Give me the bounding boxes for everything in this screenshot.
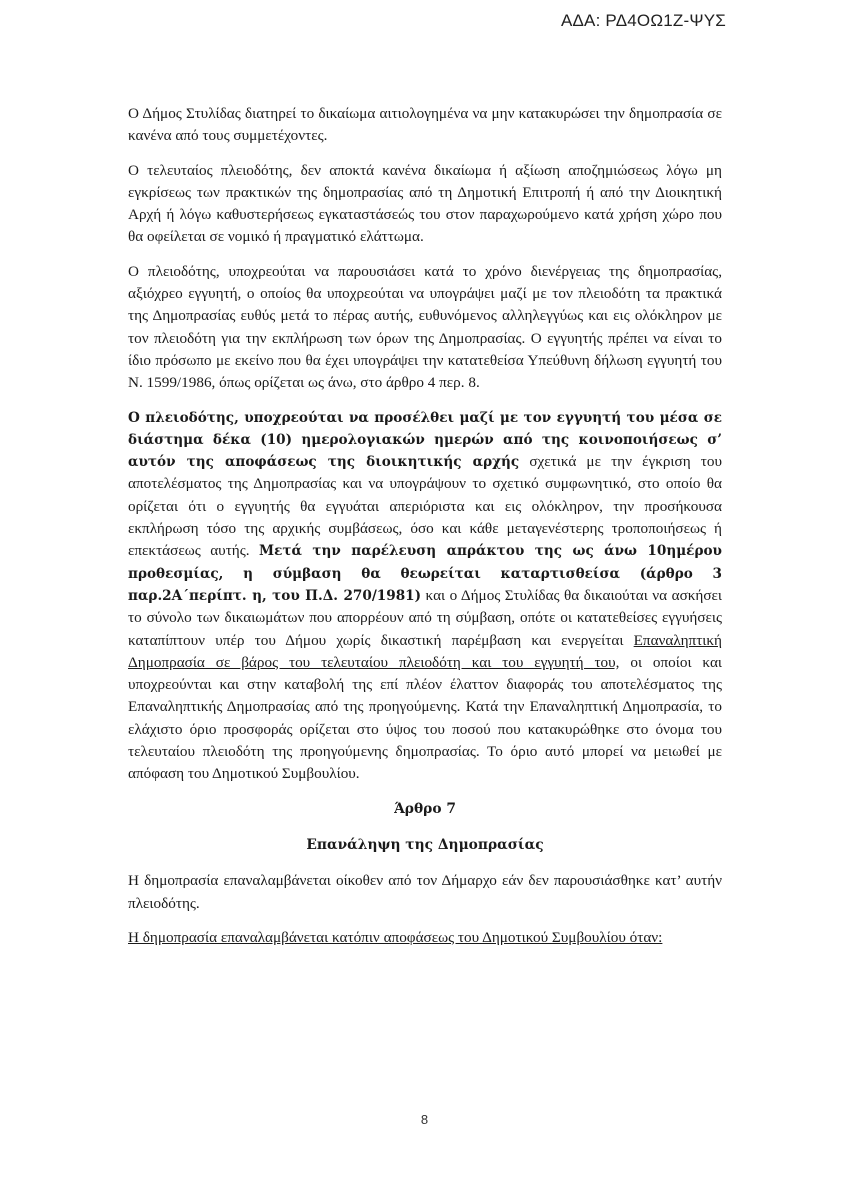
paragraph-guarantor: Ο πλειοδότης, υποχρεούται να παρουσιάσει κατά το χρόνο διενέργειας της δημοπρασίας, αξιόχρεο εγγυητή, ο οποίος θα υποχρεούται να υπογράψει μαζί με τον πλειοδότη τα πρακτικά της Δημοπρασίας ευθύς μετά το πέρας αυτής, ευθυνόμενος αλληλεγγύως και εις ολόκληρον με τον πλειοδότη για την εκπλήρωση των όρων της Δημοπρασίας. Ο εγγυητής πρέπει να είναι το ίδιο πρόσωπο με εκείνο που θα έχει υπογράψει την κατατεθείσα Υπεύθυνη δήλωση εγγυητή του Ν. 1599/1986, όπως ορίζεται ως άνω, στο άρθρο 4 περ. 8.	[128, 262, 722, 392]
bold-text: Ο πλειοδότης, υποχρεούται να προσέλθει μαζί με τον εγγυητή του μέσα σε διάστημα δέκα (10) ημερολογιακών ημερών από της κοινοποιήσεως σ’ αυτόν της αποφάσεως της διοικητικής αρχής	[128, 409, 722, 471]
article-title: Επανάληψη της Δημοπρασίας	[306, 836, 544, 853]
body-text: και ο Δήμος Στυλίδας θα δικαιούται να ασκήσει το σύνολο των δικαιωμάτων που απορρέουν από τη σύμβαση, οπότε οι κατατεθείσες εγγυήσεις καταπίπτουν υπέρ του Δήμου χωρίς δικαστική παρέμβαση και ενεργείται	[128, 586, 723, 649]
paragraph-right-to-not-award: Ο Δήμος Στυλίδας διατηρεί το δικαίωμα αιτιολογημένα να μην κατακυρώσει την δημοπρασία σε κανένα από τους συμμετέχοντες.	[128, 105, 722, 145]
body-text: οι οποίοι και υποχρεούνται και στην καταβολή της επί πλέον έλαττον διαφοράς του αποτελέσματος της Επαναληπτικής Δημοπρασίας από της προηγούμενης. Κατά την Επαναληπτική Δημοπρασία, το ελάχιστο όριο προσφοράς ορίζεται στο ύψος του ποσού που κατακυρώθηκε στο όνομα του τελευταίου πλειοδότη της προηγούμενης δημοπρασίας. Το όριο αυτό μπορεί να μειωθεί με απόφαση του Δημοτικού Συμβουλίου.	[128, 653, 722, 783]
paragraph-contract-signing	[128, 407, 722, 786]
article-number: Άρθρο 7	[394, 800, 456, 817]
underlined-text: Επαναληπτική Δημοπρασία σε βάρος του τελευταίου πλειοδότη και του εγγυητή του,	[128, 631, 722, 671]
body-text: σχετικά με την έγκριση του αποτελέσματος της Δημοπρασίας και να υπογράψουν το σχετικό συμφωνητικό, στο οποίο θα ορίζεται ότι ο εγγυητής θα εγγυάται απεριόριστα και εις ολόκληρον, την προσήκουσα εκπλήρωση τόσο της αρχικής συμβάσεως, όσο και κάθε μεταγενέστερης τροποποιήσεως ή επεκτάσεως αυτής.	[128, 453, 722, 560]
paragraph-no-compensation: Ο τελευταίος πλειοδότης, δεν αποκτά κανένα δικαίωμα ή αξίωση αποζημιώσεως λόγω μη εγκρίσεως των πρακτικών της δημοπρασίας από τη Δημοτική Επιτροπή ή από την Διοικητική Αρχή ή λόγω καθυστερήσεως εγκαταστάσεώς του στον παραχωρούμενο κατά χρήση χώρο που θα οφείλεται σε νομικό ή πραγματικό ελάττωμα.	[128, 161, 722, 246]
ada-code: ΑΔΑ: ΡΔ4ΟΩ1Ζ-ΨΥΣ	[560, 11, 726, 30]
paragraph-repeat-mayor: Η δημοπρασία επαναλαμβάνεται οίκοθεν από τον Δήμαρχο εάν δεν παρουσιάσθηκε κατ’ αυτήν πλειοδότης.	[128, 872, 722, 912]
document-body	[128, 103, 722, 961]
bold-text: Μετά την παρέλευση απράκτου της ως άνω 10ημέρου προθεσμίας, η σύμβαση θα θεωρείται καταρτισθείσα (άρθρο 3 παρ.2Α΄περίπτ. η, του Π.Δ. 270/1981)	[128, 543, 722, 604]
page-number: 8	[420, 1112, 429, 1127]
paragraph-repeat-council: Η δημοπρασία επαναλαμβάνεται κατόπιν αποφάσεως του Δημοτικού Συμβουλίου όταν:	[128, 928, 663, 946]
